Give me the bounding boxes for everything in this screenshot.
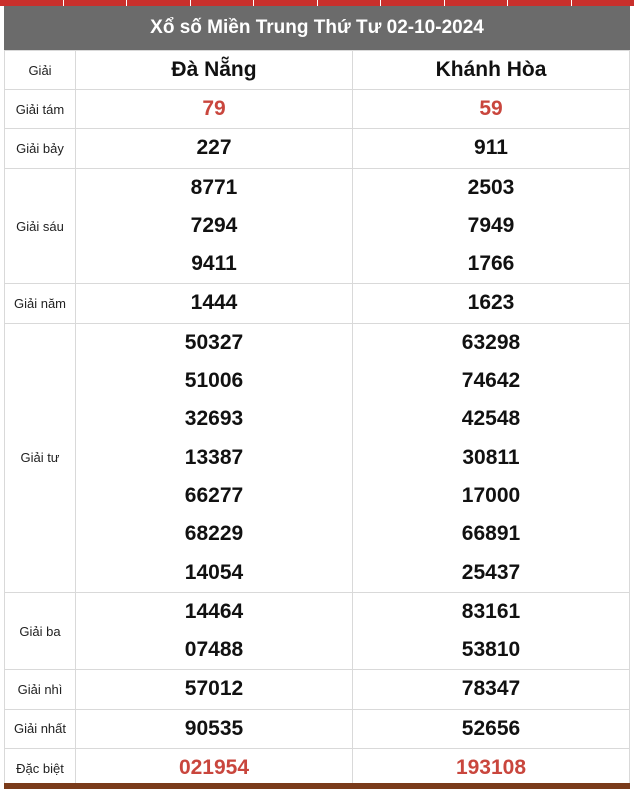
province-name: Đà Nẵng xyxy=(76,51,353,90)
bottom-bar xyxy=(4,783,630,789)
prize-number: 1444 xyxy=(190,291,238,315)
prize-number: 2503 xyxy=(467,175,515,199)
prize-number: 66891 xyxy=(461,522,521,546)
prize-cell xyxy=(353,168,630,284)
prize-number: 68229 xyxy=(184,522,244,546)
results-table xyxy=(4,50,630,788)
prize-number: 51006 xyxy=(184,369,244,393)
prize-cell xyxy=(76,709,353,748)
prize-number: 8771 xyxy=(190,175,238,199)
prize-number: 25437 xyxy=(461,560,521,584)
prize-label: Giải ba xyxy=(5,592,76,670)
prize-cell xyxy=(353,709,630,748)
prize-number: 32693 xyxy=(184,407,244,431)
prize-number: 7949 xyxy=(467,213,515,237)
prize-cell xyxy=(353,670,630,709)
prize-number: 07488 xyxy=(184,638,244,662)
prize-cell xyxy=(76,168,353,284)
prize-label: Giải nhất xyxy=(5,709,76,748)
prize-column-header: Giải xyxy=(5,51,76,90)
prize-number: 42548 xyxy=(461,407,521,431)
prize-cell xyxy=(76,284,353,323)
prize-number: 79 xyxy=(202,97,226,120)
prize-number: 021954 xyxy=(178,756,250,780)
prize-row xyxy=(5,129,630,168)
prize-label: Giải bảy xyxy=(5,129,76,168)
prize-cell xyxy=(353,323,630,592)
prize-cell xyxy=(76,670,353,709)
prize-label: Giải nhì xyxy=(5,670,76,709)
prize-number: 59 xyxy=(479,97,503,120)
prize-number: 78347 xyxy=(461,677,521,701)
prize-number: 7294 xyxy=(190,213,238,237)
header-row xyxy=(5,51,630,90)
prize-row xyxy=(5,670,630,709)
prize-number: 9411 xyxy=(191,252,237,276)
prize-label: Giải sáu xyxy=(5,168,76,284)
prize-cell xyxy=(76,592,353,670)
prize-row xyxy=(5,168,630,284)
prize-cell xyxy=(76,129,353,168)
prize-number: 53810 xyxy=(461,638,521,662)
prize-number: 14464 xyxy=(184,599,244,623)
prize-number: 1766 xyxy=(467,252,515,276)
page-title: Xổ số Miền Trung Thứ Tư 02-10-2024 xyxy=(4,6,630,50)
prize-cell xyxy=(353,90,630,129)
prize-row xyxy=(5,90,630,129)
prize-number: 74642 xyxy=(461,369,521,393)
prize-row xyxy=(5,323,630,592)
prize-cell xyxy=(353,129,630,168)
prize-label: Giải tư xyxy=(5,323,76,592)
prize-cell xyxy=(76,90,353,129)
prize-row xyxy=(5,592,630,670)
prize-cell xyxy=(353,749,630,788)
prize-number: 911 xyxy=(474,136,508,160)
prize-number: 30811 xyxy=(462,445,520,469)
prize-number: 57012 xyxy=(184,677,244,701)
prize-cell xyxy=(353,284,630,323)
prize-row xyxy=(5,709,630,748)
prize-row xyxy=(5,749,630,788)
prize-number: 90535 xyxy=(184,716,244,740)
prize-number: 227 xyxy=(196,136,232,160)
prize-number: 66277 xyxy=(184,483,244,507)
prize-number: 17000 xyxy=(461,483,521,507)
prize-number: 193108 xyxy=(455,756,527,780)
prize-cell xyxy=(76,749,353,788)
prize-number: 52656 xyxy=(461,716,521,740)
prize-label: Đặc biệt xyxy=(5,749,76,788)
prize-number: 1623 xyxy=(467,291,515,315)
prize-number: 14054 xyxy=(184,560,244,584)
prize-cell xyxy=(353,592,630,670)
prize-label: Giải năm xyxy=(5,284,76,323)
prize-row xyxy=(5,284,630,323)
prize-number: 13387 xyxy=(184,445,244,469)
province-name: Khánh Hòa xyxy=(353,51,630,90)
prize-number: 50327 xyxy=(184,330,244,354)
prize-label: Giải tám xyxy=(5,90,76,129)
prize-number: 83161 xyxy=(461,599,521,623)
prize-number: 63298 xyxy=(461,330,521,354)
prize-cell xyxy=(76,323,353,592)
